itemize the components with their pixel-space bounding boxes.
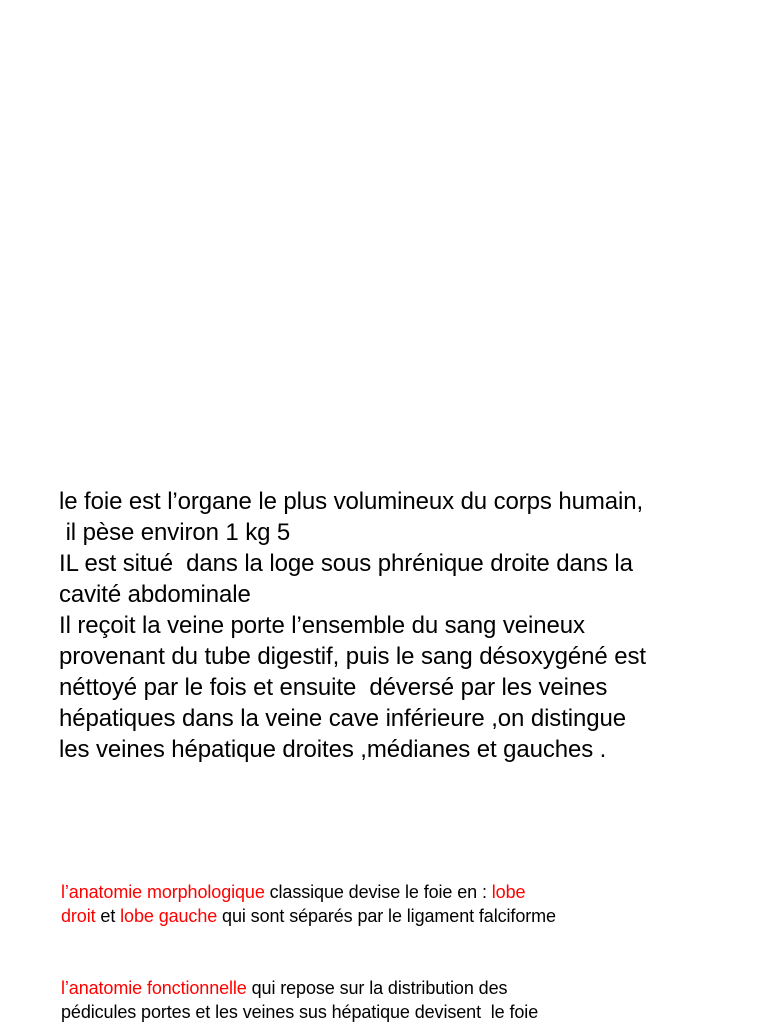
- intro-line: cavité abdominale: [59, 581, 251, 608]
- morphology-text-c: qui sont séparés par le ligament falciforme: [217, 906, 556, 926]
- intro-line: néttoyé par le fois et ensuite déversé par les veines: [59, 674, 608, 701]
- intro-line: hépatiques dans la veine cave inférieure ,on distingue: [59, 705, 626, 732]
- functional-paragraph: [61, 976, 751, 1024]
- intro-line: il pèse environ 1 kg 5: [59, 519, 291, 546]
- lobe-droit-b: droit: [61, 906, 96, 926]
- morphology-paragraph: [61, 880, 751, 928]
- intro-line: les veines hépatique droites ,médianes et gauches .: [59, 736, 607, 763]
- functional-line-2: pédicules portes et les veines sus hépatique devisent le foie: [61, 1002, 539, 1022]
- functional-text-a: qui repose sur la distribution des: [246, 978, 508, 998]
- morphology-text-b: et: [95, 906, 121, 926]
- morphology-line-2: [61, 904, 751, 928]
- morphology-term: l’anatomie morphologique: [61, 882, 265, 902]
- intro-line: IL est situé dans la loge sous phrénique droite dans la: [59, 550, 633, 577]
- lobe-gauche: lobe gauche: [120, 906, 218, 926]
- intro-paragraph: [59, 486, 749, 765]
- lobe-droit-a: lobe: [491, 882, 526, 902]
- intro-line: le foie est l’organe le plus volumineux du corps humain,: [59, 488, 644, 515]
- intro-line: Il reçoit la veine porte l’ensemble du sang veineux: [59, 612, 585, 639]
- morphology-text-a: classique devise le foie en :: [264, 882, 492, 902]
- functional-line-1: [61, 976, 751, 1000]
- morphology-line-1: [61, 880, 751, 904]
- intro-line: provenant du tube digestif, puis le sang désoxygéné est: [59, 643, 646, 670]
- functional-term: l’anatomie fonctionnelle: [61, 978, 247, 998]
